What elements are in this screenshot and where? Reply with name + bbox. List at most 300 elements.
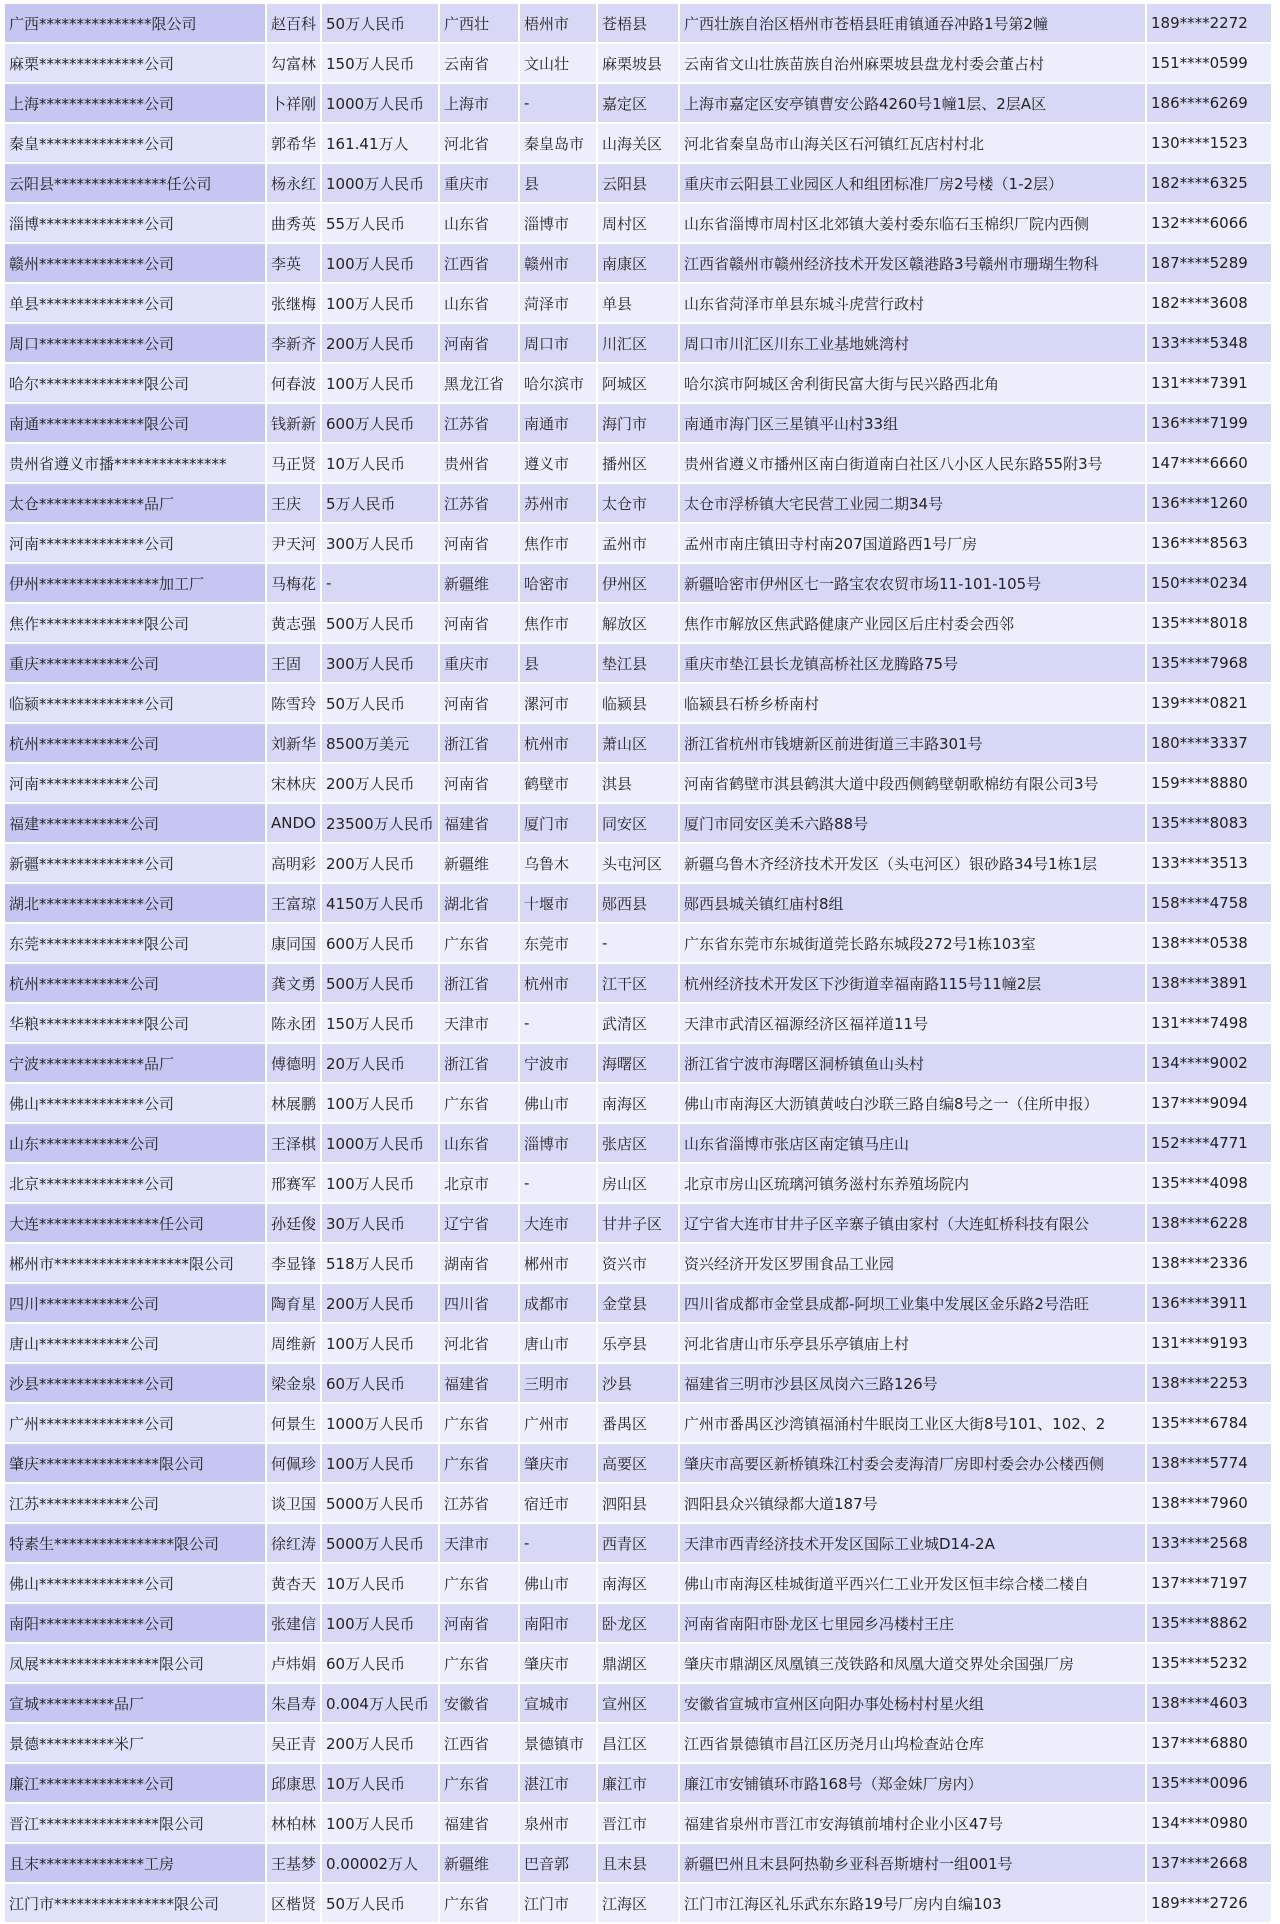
city-cell: 泉州市 [520,1804,598,1844]
registered-capital-cell: 4150万人民币 [322,884,440,924]
district-cell: 解放区 [598,604,680,644]
legal-person-cell: 王基梦 [267,1844,322,1884]
city-cell: 杭州市 [520,964,598,1004]
city-cell: 周口市 [520,324,598,364]
city-cell: 巴音郭 [520,1844,598,1884]
registered-capital-cell: 20万人民币 [322,1044,440,1084]
city-cell: 唐山市 [520,1324,598,1364]
company-name-cell: 宣城**********品厂 [5,1684,267,1724]
legal-person-cell: 邱康思 [267,1764,322,1804]
table-row [5,1644,1273,1684]
address-cell: 新疆哈密市伊州区七一路宝农农贸市场11-101-105号 [680,564,1147,604]
phone-cell: 138****7960 [1147,1484,1273,1524]
district-cell: 晋江市 [598,1804,680,1844]
city-cell: - [520,1524,598,1564]
company-name-cell: 杭州************公司 [5,964,267,1004]
registered-capital-cell: 10万人民币 [322,1764,440,1804]
district-cell: 沙县 [598,1364,680,1404]
province-cell: 重庆市 [440,164,520,204]
address-cell: 焦作市解放区焦武路健康产业园区后庄村委会西邻 [680,604,1147,644]
phone-cell: 151****0599 [1147,44,1273,84]
company-name-cell: 云阳县***************任公司 [5,164,267,204]
city-cell: 杭州市 [520,724,598,764]
district-cell: 苍梧县 [598,4,680,44]
address-cell: 广东省东莞市东城街道莞长路东城段272号1栋103室 [680,924,1147,964]
company-name-cell: 北京**************公司 [5,1164,267,1204]
table-row [5,284,1273,324]
registered-capital-cell: 1000万人民币 [322,1404,440,1444]
address-cell: 孟州市南庄镇田寺村南207国道路西1号厂房 [680,524,1147,564]
legal-person-cell: 李显锋 [267,1244,322,1284]
address-cell: 佛山市南海区大沥镇黄岐白沙联三路自编8号之一（住所申报） [680,1084,1147,1124]
phone-cell: 135****7968 [1147,644,1273,684]
province-cell: 云南省 [440,44,520,84]
phone-cell: 137****2668 [1147,1844,1273,1884]
province-cell: 广东省 [440,924,520,964]
district-cell: 海曙区 [598,1044,680,1084]
phone-cell: 136****3911 [1147,1284,1273,1324]
company-name-cell: 伊州****************加工厂 [5,564,267,604]
district-cell: 淇县 [598,764,680,804]
city-cell: - [520,1164,598,1204]
company-name-cell: 南阳**************公司 [5,1604,267,1644]
table-row [5,84,1273,124]
city-cell: 大连市 [520,1204,598,1244]
phone-cell: 137****6880 [1147,1724,1273,1764]
registered-capital-cell: 0.00002万人 [322,1844,440,1884]
table-row [5,1564,1273,1604]
company-name-cell: 赣州**************公司 [5,244,267,284]
table-row [5,1004,1273,1044]
province-cell: 江苏省 [440,404,520,444]
district-cell: 宣州区 [598,1684,680,1724]
province-cell: 广东省 [440,1404,520,1444]
district-cell: 山海关区 [598,124,680,164]
legal-person-cell: 区楷贤 [267,1884,322,1924]
address-cell: 佛山市南海区桂城街道平西兴仁工业开发区恒丰综合楼二楼自 [680,1564,1147,1604]
company-name-cell: 郴州市******************限公司 [5,1244,267,1284]
city-cell: 郴州市 [520,1244,598,1284]
city-cell: 县 [520,644,598,684]
legal-person-cell: 王固 [267,644,322,684]
district-cell: 房山区 [598,1164,680,1204]
address-cell: 河北省秦皇岛市山海关区石河镇红瓦店村村北 [680,124,1147,164]
registered-capital-cell: 200万人民币 [322,1724,440,1764]
province-cell: 辽宁省 [440,1204,520,1244]
city-cell: 县 [520,164,598,204]
registered-capital-cell: 8500万美元 [322,724,440,764]
district-cell: 太仓市 [598,484,680,524]
district-cell: 海门市 [598,404,680,444]
phone-cell: 136****7199 [1147,404,1273,444]
district-cell: 伊州区 [598,564,680,604]
province-cell: 广东省 [440,1444,520,1484]
registered-capital-cell: 200万人民币 [322,324,440,364]
table-row [5,1604,1273,1644]
phone-cell: 135****8862 [1147,1604,1273,1644]
company-name-cell: 晋江****************限公司 [5,1804,267,1844]
registered-capital-cell: 1000万人民币 [322,84,440,124]
legal-person-cell: 卜祥刚 [267,84,322,124]
table-row [5,1364,1273,1404]
province-cell: 河南省 [440,684,520,724]
phone-cell: 135****0096 [1147,1764,1273,1804]
phone-cell: 138****5774 [1147,1444,1273,1484]
company-name-cell: 江苏************公司 [5,1484,267,1524]
address-cell: 山东省淄博市周村区北郊镇大姜村委东临石玉棉织厂院内西侧 [680,204,1147,244]
registered-capital-cell: 161.41万人 [322,124,440,164]
address-cell: 山东省菏泽市单县东城斗虎营行政村 [680,284,1147,324]
company-name-cell: 上海**************公司 [5,84,267,124]
city-cell: 焦作市 [520,524,598,564]
city-cell: 乌鲁木 [520,844,598,884]
legal-person-cell: 尹天河 [267,524,322,564]
city-cell: 淄博市 [520,204,598,244]
province-cell: 重庆市 [440,644,520,684]
registered-capital-cell: 200万人民币 [322,844,440,884]
table-row [5,1804,1273,1844]
district-cell: 卧龙区 [598,1604,680,1644]
address-cell: 厦门市同安区美禾六路88号 [680,804,1147,844]
legal-person-cell: 何春波 [267,364,322,404]
district-cell: 同安区 [598,804,680,844]
city-cell: 肇庆市 [520,1644,598,1684]
registered-capital-cell: 100万人民币 [322,1804,440,1844]
phone-cell: 158****4758 [1147,884,1273,924]
table-row [5,404,1273,444]
address-cell: 安徽省宣城市宣州区向阳办事处杨村村星火组 [680,1684,1147,1724]
legal-person-cell: 马正贤 [267,444,322,484]
legal-person-cell: 黄杏天 [267,1564,322,1604]
province-cell: 河北省 [440,1324,520,1364]
phone-cell: 137****9094 [1147,1084,1273,1124]
city-cell: 赣州市 [520,244,598,284]
legal-person-cell: 黄志强 [267,604,322,644]
company-name-cell: 哈尔**************限公司 [5,364,267,404]
district-cell: 金堂县 [598,1284,680,1324]
phone-cell: 135****8083 [1147,804,1273,844]
table-row [5,1124,1273,1164]
city-cell: 焦作市 [520,604,598,644]
table-row [5,764,1273,804]
phone-cell: 150****0234 [1147,564,1273,604]
phone-cell: 159****8880 [1147,764,1273,804]
company-table [5,4,1273,1924]
district-cell: 甘井子区 [598,1204,680,1244]
table-row [5,4,1273,44]
province-cell: 湖南省 [440,1244,520,1284]
company-name-cell: 东莞**************限公司 [5,924,267,964]
province-cell: 山东省 [440,284,520,324]
registered-capital-cell: 100万人民币 [322,1084,440,1124]
address-cell: 北京市房山区琉璃河镇务滋村东养殖场院内 [680,1164,1147,1204]
table-row [5,1404,1273,1444]
company-name-cell: 大连****************任公司 [5,1204,267,1244]
district-cell: - [598,924,680,964]
district-cell: 昌江区 [598,1724,680,1764]
province-cell: 黑龙江省 [440,364,520,404]
city-cell: 厦门市 [520,804,598,844]
legal-person-cell: 张继梅 [267,284,322,324]
district-cell: 郧西县 [598,884,680,924]
company-name-cell: 焦作**************限公司 [5,604,267,644]
table-row [5,1044,1273,1084]
phone-cell: 135****6784 [1147,1404,1273,1444]
address-cell: 重庆市云阳县工业园区人和组团标准厂房2号楼（1-2层） [680,164,1147,204]
table-row [5,1244,1273,1284]
company-name-cell: 秦皇**************公司 [5,124,267,164]
registered-capital-cell: 1000万人民币 [322,164,440,204]
table-row [5,964,1273,1004]
address-cell: 肇庆市高要区新桥镇珠江村委会麦海清厂房即村委会办公楼西侧 [680,1444,1147,1484]
province-cell: 广东省 [440,1884,520,1924]
address-cell: 资兴经济开发区罗围食品工业园 [680,1244,1147,1284]
district-cell: 川汇区 [598,324,680,364]
phone-cell: 138****0538 [1147,924,1273,964]
registered-capital-cell: 200万人民币 [322,1284,440,1324]
registered-capital-cell: 5万人民币 [322,484,440,524]
address-cell: 云南省文山壮族苗族自治州麻栗坡县盘龙村委会董占村 [680,44,1147,84]
province-cell: 广东省 [440,1084,520,1124]
district-cell: 阿城区 [598,364,680,404]
registered-capital-cell: 10万人民币 [322,444,440,484]
province-cell: 天津市 [440,1004,520,1044]
province-cell: 福建省 [440,1364,520,1404]
district-cell: 南康区 [598,244,680,284]
phone-cell: 138****6228 [1147,1204,1273,1244]
company-name-cell: 广西***************限公司 [5,4,267,44]
province-cell: 河南省 [440,1604,520,1644]
phone-cell: 138****2336 [1147,1244,1273,1284]
company-name-cell: 杭州************公司 [5,724,267,764]
phone-cell: 132****6066 [1147,204,1273,244]
table-row [5,1884,1273,1924]
company-name-cell: 佛山**************公司 [5,1084,267,1124]
province-cell: 北京市 [440,1164,520,1204]
registered-capital-cell: 500万人民币 [322,964,440,1004]
phone-cell: 136****8563 [1147,524,1273,564]
legal-person-cell: 梁金泉 [267,1364,322,1404]
city-cell: 淄博市 [520,1124,598,1164]
district-cell: 单县 [598,284,680,324]
district-cell: 云阳县 [598,164,680,204]
registered-capital-cell: 150万人民币 [322,1004,440,1044]
district-cell: 萧山区 [598,724,680,764]
address-cell: 福建省泉州市晋江市安海镇前埔村企业小区47号 [680,1804,1147,1844]
province-cell: 安徽省 [440,1684,520,1724]
table-row [5,1084,1273,1124]
legal-person-cell: 卢炜娟 [267,1644,322,1684]
city-cell: 哈尔滨市 [520,364,598,404]
registered-capital-cell: 1000万人民币 [322,1124,440,1164]
registered-capital-cell: 100万人民币 [322,284,440,324]
legal-person-cell: 陶育星 [267,1284,322,1324]
city-cell: 十堰市 [520,884,598,924]
company-name-cell: 贵州省遵义市播*************** [5,444,267,484]
province-cell: 河南省 [440,324,520,364]
company-name-cell: 福建************公司 [5,804,267,844]
address-cell: 肇庆市鼎湖区凤凰镇三茂铁路和凤凰大道交界处余国强厂房 [680,1644,1147,1684]
company-name-cell: 周口**************公司 [5,324,267,364]
company-name-cell: 佛山**************公司 [5,1564,267,1604]
address-cell: 泗阳县众兴镇绿都大道187号 [680,1484,1147,1524]
registered-capital-cell: 300万人民币 [322,524,440,564]
legal-person-cell: 何佩珍 [267,1444,322,1484]
table-row [5,44,1273,84]
table-row [5,124,1273,164]
phone-cell: 186****6269 [1147,84,1273,124]
legal-person-cell: 谈卫国 [267,1484,322,1524]
province-cell: 福建省 [440,1804,520,1844]
table-row [5,164,1273,204]
province-cell: 广西壮 [440,4,520,44]
registered-capital-cell: 600万人民币 [322,924,440,964]
table-row [5,1324,1273,1364]
address-cell: 江西省景德镇市昌江区历尧月山坞检查站仓库 [680,1724,1147,1764]
table-row [5,364,1273,404]
city-cell: 苏州市 [520,484,598,524]
province-cell: 福建省 [440,804,520,844]
city-cell: 宿迁市 [520,1484,598,1524]
address-cell: 临颍县石桥乡桥南村 [680,684,1147,724]
registered-capital-cell: 100万人民币 [322,1444,440,1484]
legal-person-cell: 刘新华 [267,724,322,764]
city-cell: 鹤壁市 [520,764,598,804]
phone-cell: 134****0980 [1147,1804,1273,1844]
table-row [5,724,1273,764]
registered-capital-cell: 10万人民币 [322,1564,440,1604]
legal-person-cell: 勾富林 [267,44,322,84]
company-name-cell: 临颍**************公司 [5,684,267,724]
district-cell: 周村区 [598,204,680,244]
table-row [5,1844,1273,1884]
company-name-cell: 太仓**************品厂 [5,484,267,524]
district-cell: 泗阳县 [598,1484,680,1524]
company-name-cell: 湖北**************公司 [5,884,267,924]
address-cell: 山东省淄博市张店区南定镇马庄山 [680,1124,1147,1164]
legal-person-cell: 徐红涛 [267,1524,322,1564]
district-cell: 乐亭县 [598,1324,680,1364]
province-cell: 天津市 [440,1524,520,1564]
phone-cell: 180****3337 [1147,724,1273,764]
registered-capital-cell: 55万人民币 [322,204,440,244]
table-row [5,1524,1273,1564]
phone-cell: 134****9002 [1147,1044,1273,1084]
legal-person-cell: 邢赛军 [267,1164,322,1204]
province-cell: 河南省 [440,764,520,804]
address-cell: 新疆巴州且末县阿热勒乡亚科吾斯塘村一组001号 [680,1844,1147,1884]
legal-person-cell: 宋林庆 [267,764,322,804]
phone-cell: 138****3891 [1147,964,1273,1004]
table-row [5,444,1273,484]
province-cell: 湖北省 [440,884,520,924]
legal-person-cell: ANDO [267,804,322,844]
district-cell: 垫江县 [598,644,680,684]
legal-person-cell: 林展鹏 [267,1084,322,1124]
registered-capital-cell: 0.004万人民币 [322,1684,440,1724]
phone-cell: 133****5348 [1147,324,1273,364]
province-cell: 贵州省 [440,444,520,484]
registered-capital-cell: 150万人民币 [322,44,440,84]
address-cell: 周口市川汇区川东工业基地姚湾村 [680,324,1147,364]
district-cell: 南海区 [598,1084,680,1124]
phone-cell: 152****4771 [1147,1124,1273,1164]
registered-capital-cell: 100万人民币 [322,244,440,284]
legal-person-cell: 王泽棋 [267,1124,322,1164]
legal-person-cell: 曲秀英 [267,204,322,244]
province-cell: 浙江省 [440,964,520,1004]
registered-capital-cell: 100万人民币 [322,1164,440,1204]
legal-person-cell: 孙廷俊 [267,1204,322,1244]
address-cell: 太仓市浮桥镇大宅民营工业园二期34号 [680,484,1147,524]
registered-capital-cell: 50万人民币 [322,684,440,724]
company-name-cell: 沙县**************公司 [5,1364,267,1404]
province-cell: 新疆维 [440,564,520,604]
table-row [5,1164,1273,1204]
company-name-cell: 特素生****************限公司 [5,1524,267,1564]
address-cell: 廉江市安铺镇环市路168号（郑金妹厂房内） [680,1764,1147,1804]
registered-capital-cell: 5000万人民币 [322,1484,440,1524]
phone-cell: 139****0821 [1147,684,1273,724]
legal-person-cell: 马梅花 [267,564,322,604]
legal-person-cell: 赵百科 [267,4,322,44]
table-row [5,1444,1273,1484]
city-cell: 菏泽市 [520,284,598,324]
registered-capital-cell: 100万人民币 [322,364,440,404]
legal-person-cell: 杨永红 [267,164,322,204]
city-cell: - [520,84,598,124]
table-row [5,884,1273,924]
province-cell: 四川省 [440,1284,520,1324]
company-name-cell: 重庆************公司 [5,644,267,684]
registered-capital-cell: - [322,564,440,604]
address-cell: 南通市海门区三星镇平山村33组 [680,404,1147,444]
table-row [5,1284,1273,1324]
district-cell: 江干区 [598,964,680,1004]
legal-person-cell: 李英 [267,244,322,284]
district-cell: 廉江市 [598,1764,680,1804]
address-cell: 江门市江海区礼乐武东东路19号厂房内自编103 [680,1884,1147,1924]
city-cell: 湛江市 [520,1764,598,1804]
company-name-cell: 南通**************限公司 [5,404,267,444]
province-cell: 新疆维 [440,1844,520,1884]
phone-cell: 182****3608 [1147,284,1273,324]
registered-capital-cell: 5000万人民币 [322,1524,440,1564]
address-cell: 福建省三明市沙县区凤岗六三路126号 [680,1364,1147,1404]
city-cell: 南阳市 [520,1604,598,1644]
province-cell: 广东省 [440,1644,520,1684]
city-cell: - [520,1004,598,1044]
district-cell: 且末县 [598,1844,680,1884]
phone-cell: 133****3513 [1147,844,1273,884]
province-cell: 浙江省 [440,724,520,764]
phone-cell: 133****2568 [1147,1524,1273,1564]
company-name-cell: 凤展****************限公司 [5,1644,267,1684]
legal-person-cell: 王庆 [267,484,322,524]
district-cell: 鼎湖区 [598,1644,680,1684]
company-name-cell: 麻栗**************公司 [5,44,267,84]
address-cell: 河南省南阳市卧龙区七里园乡冯楼村王庄 [680,1604,1147,1644]
address-cell: 天津市西青经济技术开发区国际工业城D14-2A [680,1524,1147,1564]
address-cell: 天津市武清区福源经济区福祥道11号 [680,1004,1147,1044]
phone-cell: 147****6660 [1147,444,1273,484]
district-cell: 麻栗坡县 [598,44,680,84]
city-cell: 哈密市 [520,564,598,604]
company-name-cell: 单县**************公司 [5,284,267,324]
registered-capital-cell: 60万人民币 [322,1364,440,1404]
registered-capital-cell: 30万人民币 [322,1204,440,1244]
registered-capital-cell: 300万人民币 [322,644,440,684]
